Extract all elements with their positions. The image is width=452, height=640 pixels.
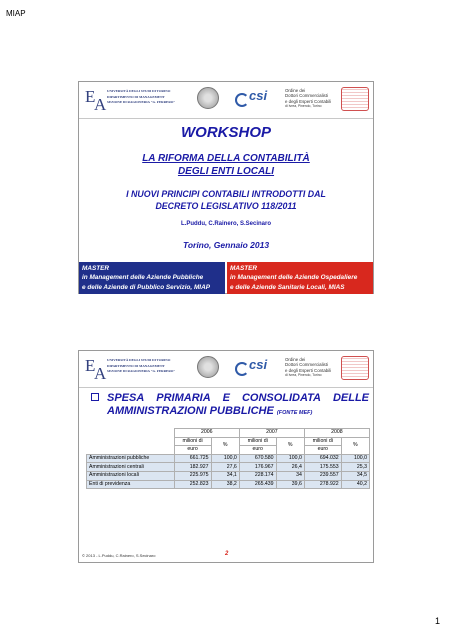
logo-bar: E A UNIVERSITÀ DEGLI STUDI DI TORINO DIPARTIMENTO DI MANAGEMENT SEZIONE DI RAGIONERIA "G. FERRERO" csi Ordine dei Dottori Commercialisti e degli Esperti Contabili di Ivrea, Pinerolo, Torino: [79, 351, 373, 388]
cell: 175.553: [304, 463, 341, 472]
row-label: Amministrazioni locali: [87, 471, 175, 480]
table-row: [87, 471, 370, 480]
university-seal-icon: [197, 356, 219, 378]
logo-bar: E A UNIVERSITÀ DEGLI STUDI DI TORINO DIPARTIMENTO DI MANAGEMENT SEZIONE DI RAGIONERIA "G. FERRERO" csi Ordine dei Dottori Commercialisti e degli Esperti Contabili di Ivrea, Pinerolo, Torino: [79, 82, 373, 119]
unit-header: euro: [174, 446, 211, 455]
university-text: UNIVERSITÀ DEGLI STUDI DI TORINO DIPARTIMENTO DI MANAGEMENT SEZIONE DI RAGIONERIA "G. FERRERO": [107, 89, 176, 105]
university-text: UNIVERSITÀ DEGLI STUDI DI TORINO DIPARTIMENTO DI MANAGEMENT SEZIONE DI RAGIONERIA "G. FERRERO": [107, 358, 176, 374]
cell: 100,0: [276, 454, 304, 463]
cell: 27,6: [211, 463, 239, 472]
odcec-seal-icon: [341, 87, 369, 111]
unit-header: milioni di: [239, 437, 276, 446]
cell: 278.922: [304, 480, 341, 489]
ea-logo: E A: [85, 356, 107, 383]
workshop-title: WORKSHOP: [181, 124, 271, 141]
principles-heading: I NUOVI PRINCIPI CONTABILI INTRODOTTI DAL DECRETO LEGISLATIVO 118/2011: [126, 189, 326, 211]
slide-1: [78, 81, 374, 294]
cell: 228.174: [239, 471, 276, 480]
slide-2: E A UNIVERSITÀ DEGLI STUDI DI TORINO DIPARTIMENTO DI MANAGEMENT SEZIONE DI RAGIONERIA "G. FERRERO" csi Ordine dei Dottori Commercialisti e degli Esperti Contabili di Ivrea, Pinerolo, Torino SPESA PRIMARIA E CONSOLIDATA DELLE AMMINISTRAZIONI PUBBLICHE (FONTE MEF) 2006 2007 2008 milioni di % milioni di % milioni di % euro euro euro Amministrazioni pubbliche 661.725 100,0 670.580 100,0 694.032 100,0 Amministrazioni centrali 182.927 27,6 176.967 26,4 175.553 25,3 Amministrazioni locali 225.975 34,1 228.174 34 239.557 34,5 Enti di previdenza 252.823 38,2 265.439 39,6 278.922 40,2 © 2013 - L.Puddu, C.Rainero, S.Secinaro 2: [78, 350, 374, 563]
cell: 38,2: [211, 480, 239, 489]
page-number: 1: [434, 616, 440, 626]
cell: 100,0: [211, 454, 239, 463]
row-label: Enti di previdenza: [87, 480, 175, 489]
cell: 661.725: [174, 454, 211, 463]
table-row: [87, 480, 370, 489]
table-row: [87, 463, 370, 472]
pct-header: %: [276, 437, 304, 454]
spending-table: [86, 428, 370, 489]
odcec-text: Ordine dei Dottori Commercialisti e degli Esperti Contabili di Ivrea, Pinerolo, Torino: [285, 88, 332, 109]
row-label: Amministrazioni pubbliche: [87, 454, 175, 463]
cell: 239.557: [304, 471, 341, 480]
cell: 40,2: [341, 480, 369, 489]
cell: 252.823: [174, 480, 211, 489]
cell: 694.032: [304, 454, 341, 463]
year-header: 2006: [174, 429, 239, 438]
odcec-text: Ordine dei Dottori Commercialisti e degli Esperti Contabili di Ivrea, Pinerolo, Torino: [285, 357, 332, 378]
university-seal-icon: [197, 87, 219, 109]
spending-table-wrap: [86, 428, 370, 489]
cell: 26,4: [276, 463, 304, 472]
cell: 39,6: [276, 480, 304, 489]
ea-logo: E A: [85, 87, 107, 114]
authors: L.Puddu, C.Rainero, S.Secinaro: [180, 221, 271, 227]
master-mias-box: MASTER in Management delle Aziende Ospedaliere e delle Aziende Sanitarie Locali, MIAS: [227, 262, 373, 294]
unit-header: euro: [239, 446, 276, 455]
cell: 34,5: [341, 471, 369, 480]
cell: 34,1: [211, 471, 239, 480]
unit-header: milioni di: [304, 437, 341, 446]
unit-header: milioni di: [174, 437, 211, 446]
slide-footer-copyright: © 2013 - L.Puddu, C.Rainero, S.Secinaro: [82, 553, 156, 558]
odcec-seal-icon: [341, 356, 369, 380]
source-note: (FONTE MEF): [276, 410, 313, 416]
cell: 225.975: [174, 471, 211, 480]
cell: 34: [276, 471, 304, 480]
pct-header: %: [341, 437, 369, 454]
master-miap-box: MASTER in Management delle Aziende Pubbliche e delle Aziende di Pubblico Servizio, MIAP: [79, 262, 225, 294]
row-label: Amministrazioni centrali: [87, 463, 175, 472]
cell: 182.927: [174, 463, 211, 472]
table-row: [87, 454, 370, 463]
year-header: 2007: [239, 429, 304, 438]
checkbox-bullet-icon: [91, 393, 99, 401]
cell: 100,0: [341, 454, 369, 463]
cell: 265.439: [239, 480, 276, 489]
slide-number: 2: [225, 551, 229, 557]
unit-header: euro: [304, 446, 341, 455]
cell: 670.580: [239, 454, 276, 463]
place-date: Torino, Gennaio 2013: [182, 240, 270, 250]
cell: 176.967: [239, 463, 276, 472]
year-header: 2008: [304, 429, 369, 438]
pct-header: %: [211, 437, 239, 454]
workshop-subtitle: LA RIFORMA DELLA CONTABILITÀ DEGLI ENTI LOCALI: [142, 153, 310, 177]
cell: 25,3: [341, 463, 369, 472]
page-header: MIAP: [6, 9, 26, 18]
